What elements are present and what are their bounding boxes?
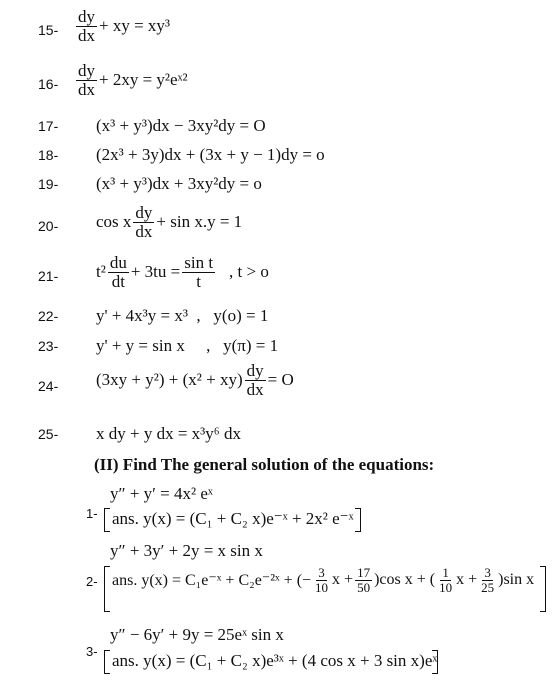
equation: x dy + y dx = x³y⁶ dx	[96, 424, 241, 443]
answer-part: )sin x	[498, 571, 535, 589]
part-1-answer: ans. y(x) = (C₁ + C₂ x)e⁻ˣ + 2x² e⁻ˣ	[112, 509, 354, 528]
problem-number: 16-	[38, 76, 59, 92]
problem-number: 21-	[38, 268, 59, 284]
fraction	[133, 204, 154, 241]
numerator: du	[109, 253, 127, 272]
equation	[96, 254, 269, 291]
equation-middle: + 3tu =	[130, 262, 181, 282]
fraction	[355, 566, 372, 594]
part-3-equation: y″ − 6y′ + 9y = 25eˣ sin x	[110, 625, 284, 644]
section-heading: (II) Find The general solution of the equations:	[94, 455, 435, 474]
equation	[96, 204, 242, 241]
equation: y' + 4x³y = x³ , y(o) = 1	[96, 306, 269, 325]
left-bracket	[104, 508, 110, 532]
numerator: 3	[318, 565, 325, 580]
problem-number: 22-	[38, 308, 59, 324]
part-1-equation: y″ + y′ = 4x² eˣ	[110, 484, 213, 503]
numerator: sin t	[184, 253, 214, 272]
equation-rest: , t > o	[229, 262, 269, 282]
answer-part: )cos x + (	[374, 571, 436, 589]
answer-part: ans. y(x) = C₁e⁻ˣ + C₂e⁻²ˣ + (−	[112, 572, 312, 590]
equation-rest: + 2xy = y²eˣ²	[99, 70, 188, 90]
denominator: dx	[135, 221, 153, 241]
problem-number: 17-	[38, 118, 59, 134]
denominator: dx	[78, 79, 95, 99]
part-number: 3-	[86, 644, 98, 659]
denominator: dx	[78, 25, 95, 45]
fraction	[313, 566, 330, 594]
equation-prefix: t²	[96, 262, 106, 282]
part-number: 2-	[86, 574, 98, 589]
denominator: 10	[439, 579, 453, 595]
equation-rest: = O	[267, 370, 294, 390]
equation-rest: + sin x.y = 1	[156, 212, 243, 232]
left-bracket	[104, 566, 110, 612]
right-bracket	[540, 566, 546, 612]
left-bracket	[104, 650, 110, 674]
equation-rest: + xy = xy³	[99, 16, 171, 36]
right-bracket	[355, 508, 361, 532]
problem-number: 18-	[38, 147, 59, 163]
fraction	[76, 62, 97, 99]
denominator: 10	[315, 579, 329, 595]
numerator: dy	[135, 203, 153, 222]
fraction	[182, 254, 215, 291]
problem-number: 19-	[38, 176, 59, 192]
fraction	[245, 362, 266, 399]
fraction	[437, 566, 454, 594]
fraction	[479, 566, 496, 594]
equation: (2x³ + 3y)dx + (3x + y − 1)dy = o	[96, 145, 325, 164]
denominator: dt	[111, 271, 125, 291]
denominator: dx	[246, 379, 264, 399]
part-2-answer	[112, 566, 534, 594]
equation: (x³ + y³)dx + 3xy²dy = o	[96, 174, 262, 193]
part-2-equation: y″ + 3y′ + 2y = x sin x	[110, 541, 263, 560]
answer-part: x +	[332, 571, 354, 589]
problem-number: 20-	[38, 218, 59, 234]
numerator: 17	[357, 565, 371, 580]
equation	[74, 62, 188, 99]
denominator: 25	[481, 579, 495, 595]
right-bracket	[432, 650, 438, 674]
problem-number: 25-	[38, 426, 59, 442]
numerator: dy	[246, 361, 264, 380]
equation: (x³ + y³)dx − 3xy²dy = O	[96, 116, 266, 135]
problem-number: 15-	[38, 22, 59, 38]
denominator: 50	[357, 579, 371, 595]
numerator: dy	[78, 7, 95, 26]
equation	[74, 8, 170, 45]
equation-prefix: (3xy + y²) + (x² + xy)	[96, 370, 243, 390]
part-3-answer: ans. y(x) = (C₁ + C₂ x)e³ˣ + (4 cos x + 3 sin x)eˣ	[112, 651, 438, 670]
numerator: 1	[442, 565, 449, 580]
equation-prefix: cos x	[96, 212, 132, 232]
fraction	[108, 254, 129, 291]
numerator: 3	[484, 565, 491, 580]
numerator: dy	[78, 61, 95, 80]
problem-number: 23-	[38, 338, 59, 354]
denominator: t	[196, 271, 201, 291]
problem-number: 24-	[38, 378, 59, 394]
answer-part: x +	[456, 571, 478, 589]
equation	[96, 362, 294, 399]
equation: y' + y = sin x , y(π) = 1	[96, 336, 279, 355]
fraction	[76, 8, 97, 45]
part-number: 1-	[86, 506, 98, 521]
